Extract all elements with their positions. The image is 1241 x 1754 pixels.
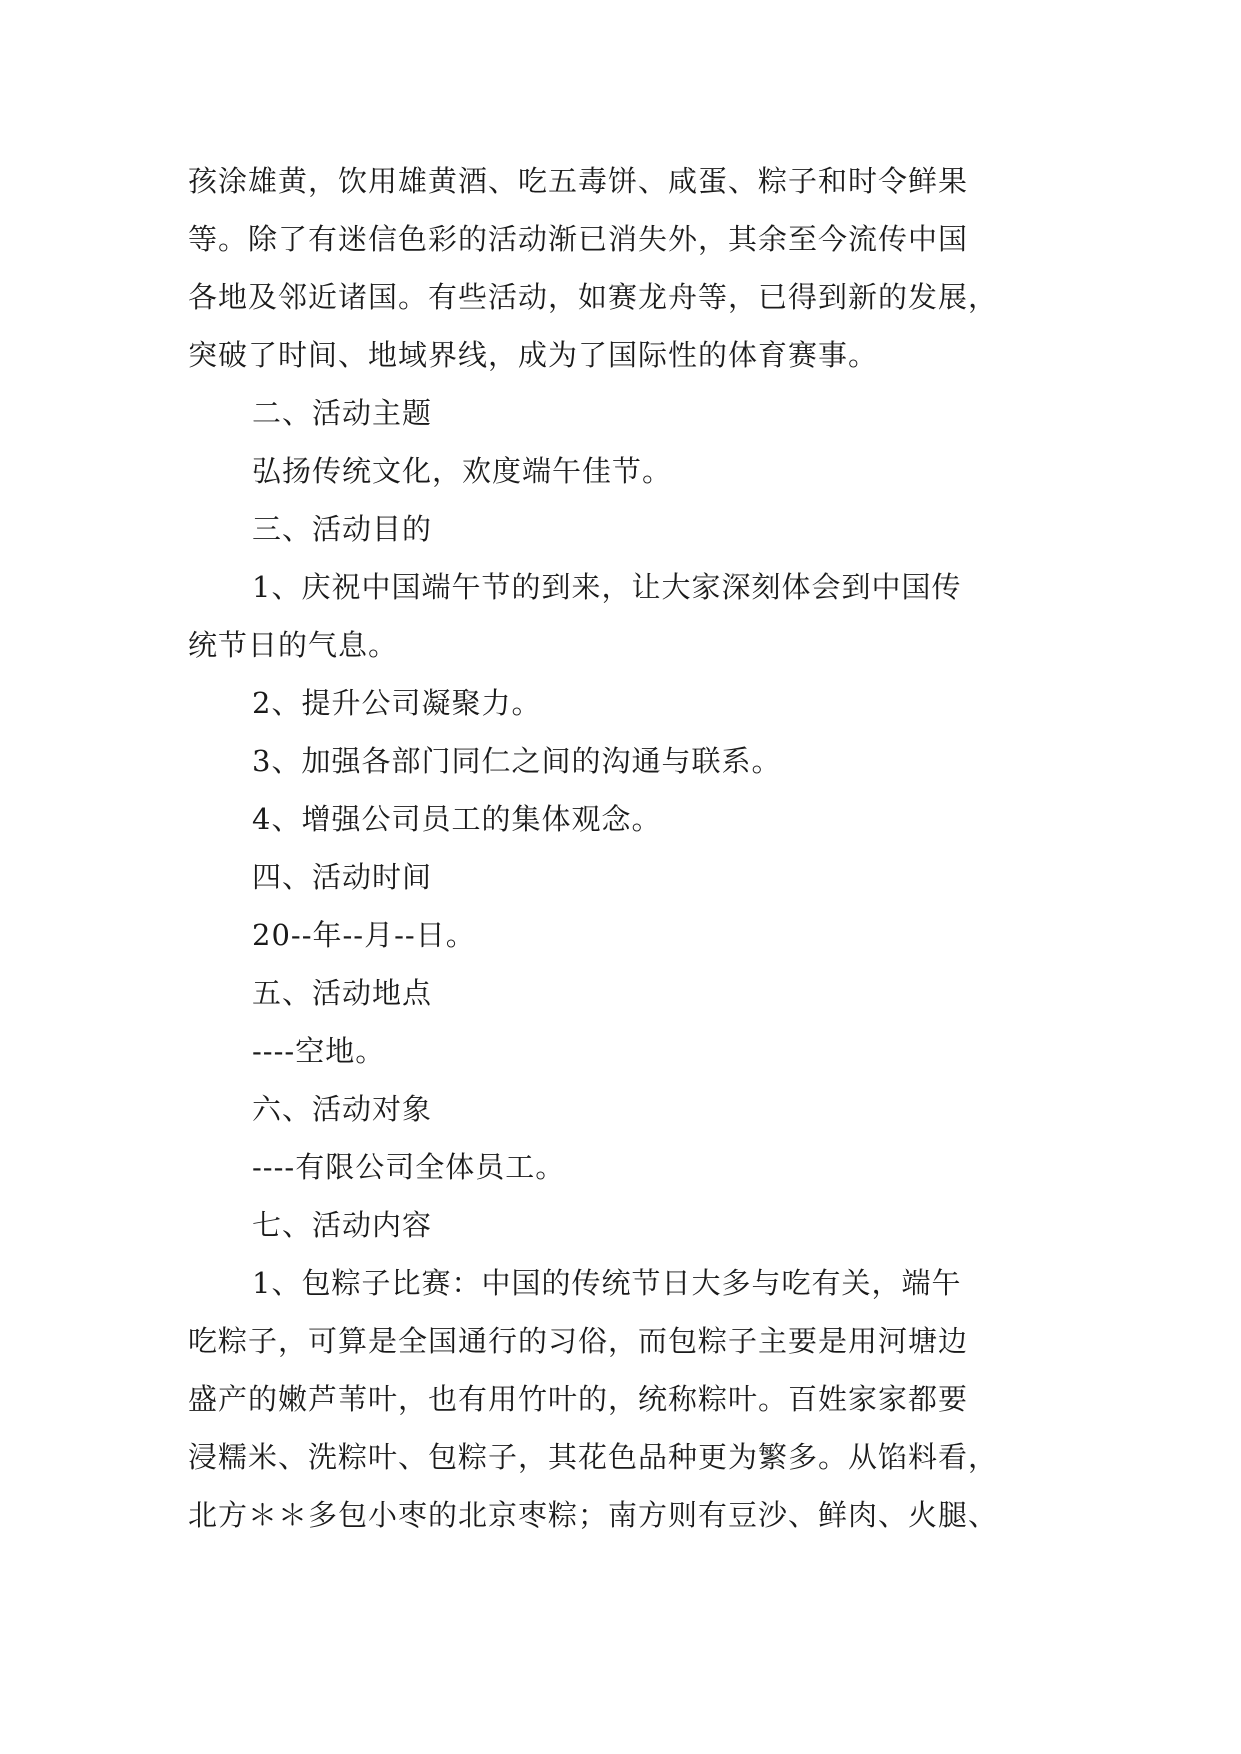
paragraph-line: 统节日的气息。 bbox=[188, 628, 399, 662]
paragraph-line: 吃粽子，可算是全国通行的习俗，而包粽子主要是用河塘边 bbox=[188, 1324, 969, 1358]
section-heading-location: 五、活动地点 bbox=[252, 976, 433, 1010]
list-item: 1、包粽子比赛：中国的传统节日大多与吃有关，端午 bbox=[252, 1266, 962, 1300]
section-heading-content: 七、活动内容 bbox=[252, 1208, 433, 1242]
paragraph-line: 北方＊＊多包小枣的北京枣粽；南方则有豆沙、鲜肉、火腿、 bbox=[188, 1498, 999, 1532]
paragraph-line: 突破了时间、地域界线，成为了国际性的体育赛事。 bbox=[188, 338, 879, 372]
paragraph-line: 20--年--月--日。 bbox=[252, 918, 476, 952]
paragraph-line: 各地及邻近诸国。有些活动，如赛龙舟等，已得到新的发展， bbox=[188, 280, 999, 314]
list-item: 4、增强公司员工的集体观念。 bbox=[252, 802, 662, 836]
section-heading-purpose: 三、活动目的 bbox=[252, 512, 433, 546]
list-item: 3、加强各部门同仁之间的沟通与联系。 bbox=[252, 744, 782, 778]
section-heading-theme: 二、活动主题 bbox=[252, 396, 433, 430]
paragraph-line: 弘扬传统文化，欢度端午佳节。 bbox=[252, 454, 673, 488]
section-heading-time: 四、活动时间 bbox=[252, 860, 433, 894]
paragraph-line: 等。除了有迷信色彩的活动渐已消失外，其余至今流传中国 bbox=[188, 222, 969, 256]
list-item: 2、提升公司凝聚力。 bbox=[252, 686, 542, 720]
list-item: 1、庆祝中国端午节的到来，让大家深刻体会到中国传 bbox=[252, 570, 962, 604]
paragraph-line: ----空地。 bbox=[252, 1034, 386, 1068]
paragraph-line: 孩涂雄黄，饮用雄黄酒、吃五毒饼、咸蛋、粽子和时令鲜果 bbox=[188, 164, 969, 198]
paragraph-line: 盛产的嫩芦苇叶，也有用竹叶的，统称粽叶。百姓家家都要 bbox=[188, 1382, 969, 1416]
document-body bbox=[188, 152, 1068, 1544]
paragraph-line: ----有限公司全体员工。 bbox=[252, 1150, 566, 1184]
paragraph-line: 浸糯米、洗粽叶、包粽子，其花色品种更为繁多。从馅料看， bbox=[188, 1440, 999, 1474]
section-heading-audience: 六、活动对象 bbox=[252, 1092, 433, 1126]
